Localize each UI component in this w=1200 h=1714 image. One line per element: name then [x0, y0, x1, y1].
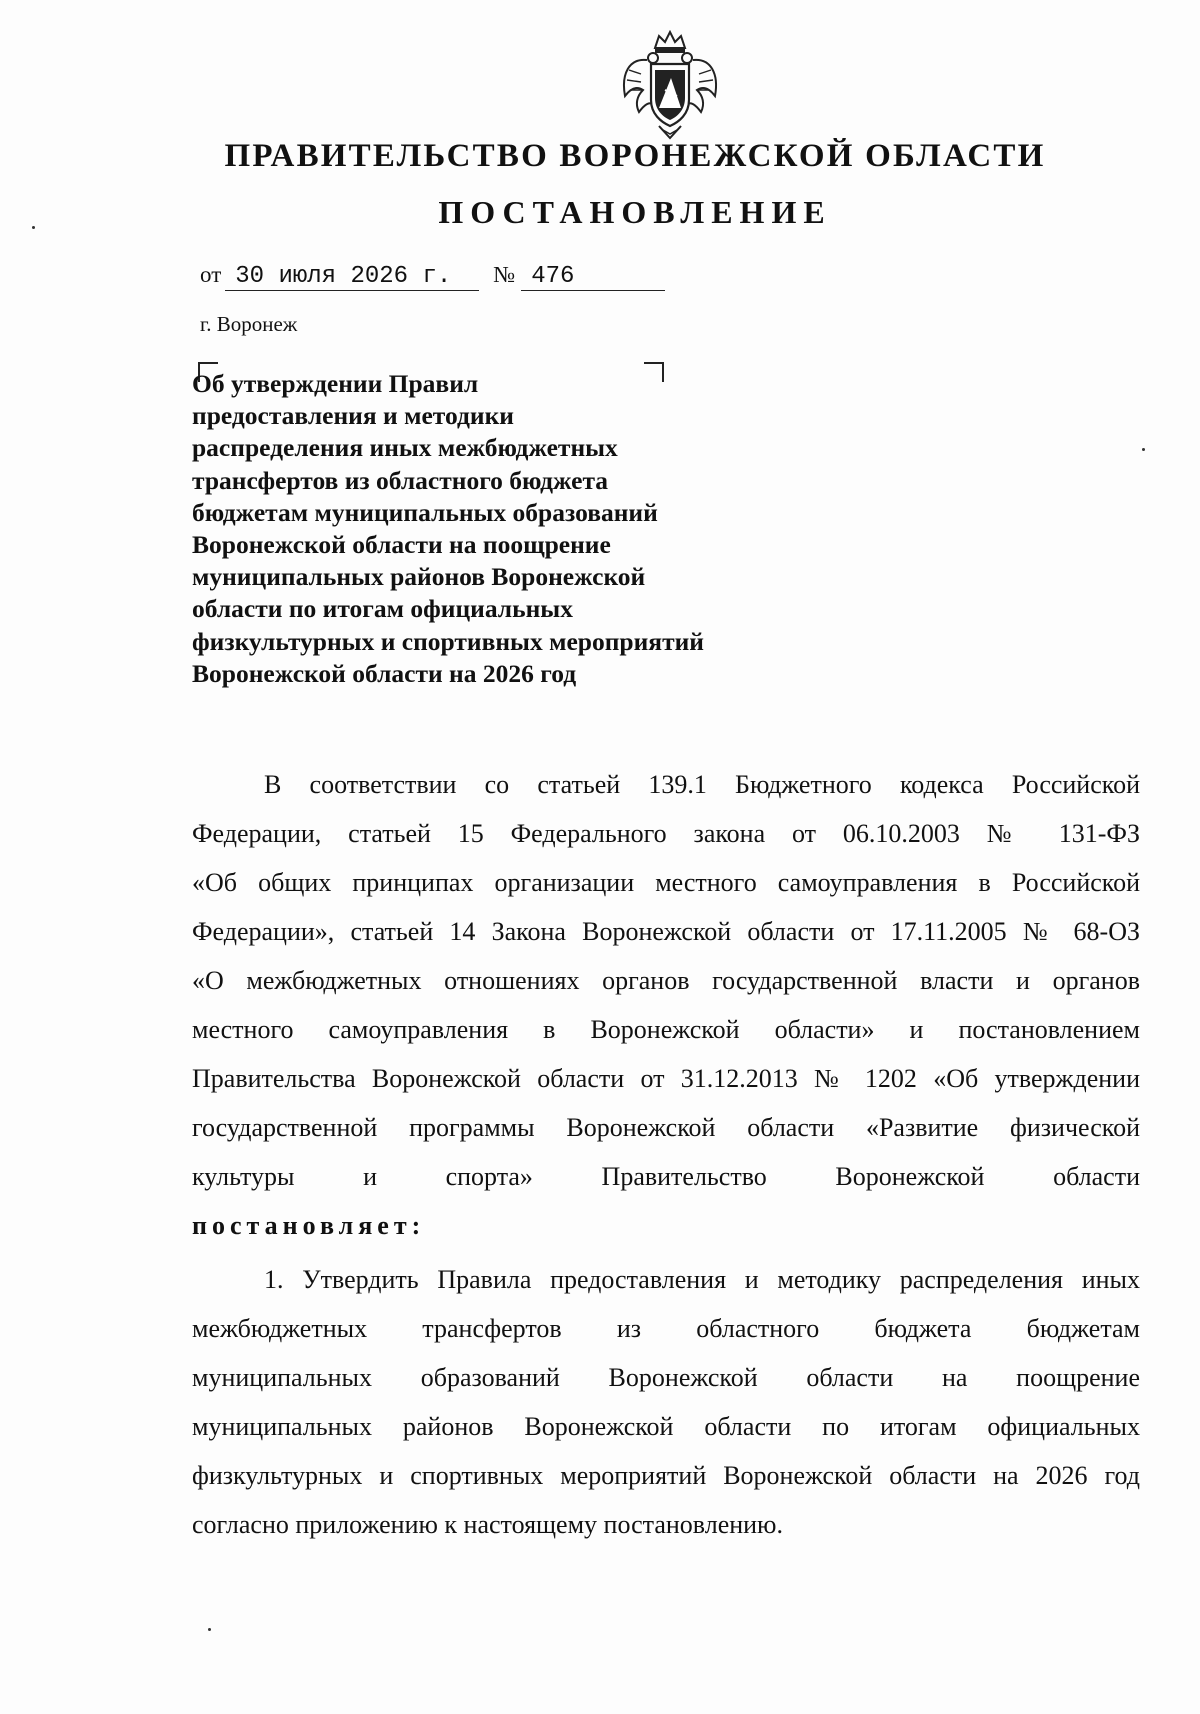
preamble-line: государственной программы Воронежской области «Развитие физической — [192, 1113, 1140, 1142]
date-value: 30 июля 2026 г. — [225, 264, 479, 291]
preamble-line: В соответствии со статьей 139.1 Бюджетного кодекса Российской — [264, 770, 1140, 799]
subject-line: физкультурных и спортивных мероприятий — [192, 626, 704, 656]
item-line: 1. Утвердить Правила предоставления и методику распределения иных — [264, 1265, 1140, 1294]
preamble-line: местного самоуправления в Воронежской области» и постановлением — [192, 1015, 1140, 1044]
subject-line: области по итогам официальных — [192, 594, 573, 624]
scan-speck — [208, 1628, 211, 1631]
subject-line: муниципальных районов Воронежской — [192, 562, 646, 592]
document-kind: ПОСТАНОВЛЕНИЕ — [438, 194, 832, 230]
subject-line: трансфертов из областного бюджета — [192, 465, 609, 495]
date-label: от — [200, 262, 222, 287]
city-line: г. Воронеж — [200, 312, 298, 336]
subject-line: Воронежской области на поощрение — [192, 530, 611, 560]
item-line: физкультурных и спортивных мероприятий Воронежской области на 2026 год — [192, 1461, 1140, 1490]
voronezh-coat-of-arms-icon — [615, 30, 725, 140]
subject-line: предоставления и методики — [192, 401, 514, 431]
scan-speck — [32, 226, 35, 229]
number-value: 476 — [521, 264, 665, 291]
preamble-line: Федерации», статьей 14 Закона Воронежской области от 17.11.2005 № 68-ОЗ — [192, 917, 1140, 946]
preamble-paragraph — [192, 760, 1140, 1250]
preamble-line: Федерации, статьей 15 Федерального закона от 06.10.2003 № 131-ФЗ — [192, 819, 1140, 848]
item-line: согласно приложению к настоящему постановлению. — [192, 1510, 783, 1539]
item-line: муниципальных районов Воронежской области по итогам официальных — [192, 1412, 1140, 1441]
item-1-paragraph — [192, 1255, 1140, 1549]
preamble-line: культуры и спорта» Правительство Воронежской области — [192, 1162, 1140, 1191]
document-meta — [200, 262, 665, 291]
item-line: межбюджетных трансфертов из областного бюджета бюджетам — [192, 1314, 1140, 1343]
preamble-line: «Об общих принципах организации местного самоуправления в Российской — [192, 868, 1140, 897]
item-line: муниципальных образований Воронежской области на поощрение — [192, 1363, 1140, 1392]
preamble-line: «О межбюджетных отношениях органов государственной власти и органов — [192, 966, 1140, 995]
preamble-line: Правительства Воронежской области от 31.12.2013 № 1202 «Об утверждении — [192, 1064, 1140, 1093]
subject-line: Об утверждении Правил — [192, 369, 479, 398]
subject-line: бюджетам муниципальных образований — [192, 497, 658, 527]
decree-word: постановляет: — [192, 1211, 426, 1240]
document-subject — [192, 368, 792, 690]
subject-line: распределения иных межбюджетных — [192, 433, 618, 463]
number-label: № — [493, 262, 516, 287]
organization-title: ПРАВИТЕЛЬСТВО ВОРОНЕЖСКОЙ ОБЛАСТИ — [224, 138, 1046, 174]
scan-speck — [1142, 448, 1145, 451]
subject-line: Воронежской области на 2026 год — [192, 658, 577, 688]
